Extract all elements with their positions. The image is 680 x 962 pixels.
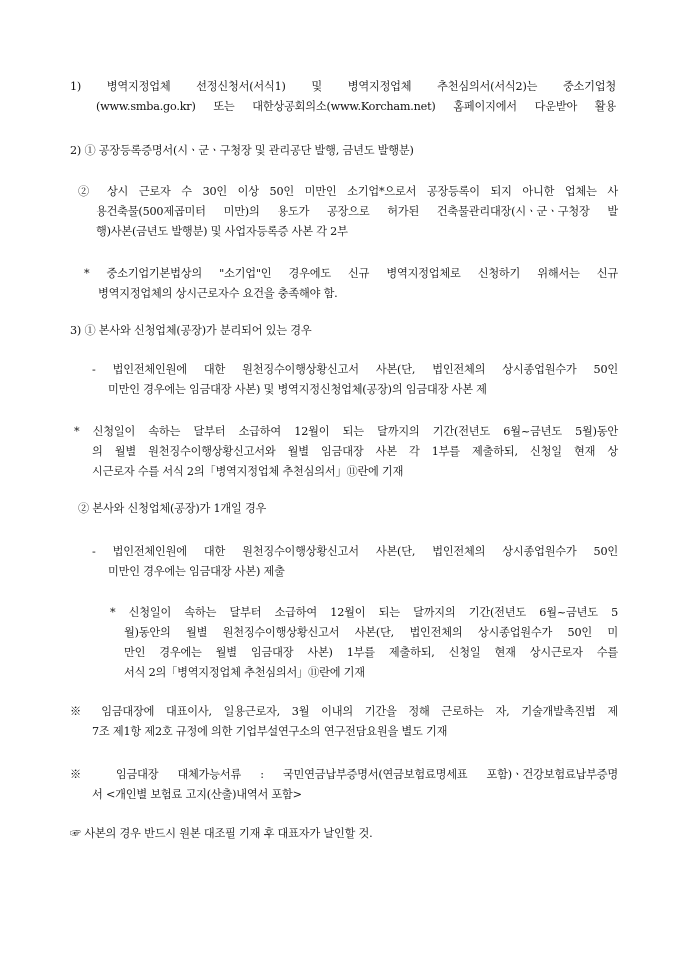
note-1-line-2: (www.smba.go.kr) 또는 대한상공회의소(www.Korcham.net) 홈페이지에서 다운받아 활용 <box>96 100 616 113</box>
note-3e-line-1: * 신청일이 속하는 달부터 소급하여 12월이 되는 달까지의 기간(전년도 6월~금년도 5 <box>110 606 618 619</box>
note-3a-line-2: 미만인 경우에는 임금대장 사본) 및 병역지정신청업체(공장)의 임금대장 사본 제 <box>108 383 487 396</box>
note-2b-line-1: ② 상시 근로자 수 30인 이상 50인 미만인 소기업*으로서 공장등록이 되지 아니한 업체는 사 <box>78 185 618 198</box>
note-3b-line-2: 의 월별 원천징수이행상황신고서와 월별 임금대장 사본 각 1부를 제출하되, 신청일 현재 상 <box>92 445 618 458</box>
note-5-line-1: ※ 임금대장 대체가능서류 : 국민연금납부증명서(연금보험료명세표 포함)ㆍ건강보험료납부증명 <box>70 768 618 781</box>
note-3e-line-4: 서식 2의「병역지정업체 추천심의서」⑪란에 기재 <box>124 666 365 679</box>
note-4-line-2: 7조 제1항 제2호 규정에 의한 기업부설연구소의 연구전담요원을 별도 기재 <box>92 725 448 738</box>
note-6-line-1: ☞ 사본의 경우 반드시 원본 대조필 기재 후 대표자가 날인할 것. <box>70 827 373 840</box>
note-2b-line-2: 용건축물(500제곱미터 미만)의 용도가 공장으로 허가된 건축물관리대장(시ㆍ군ㆍ구청장 발 <box>96 205 618 218</box>
note-3-line-1: 3) ① 본사와 신청업체(공장)가 분리되어 있는 경우 <box>70 324 312 337</box>
note-2c-line-1: * 중소기업기본법상의 "소기업"인 경우에도 신규 병역지정업체로 신청하기 위해서는 신규 <box>84 267 618 280</box>
note-2b-line-3: 행)사본(금년도 발행분) 및 사업자등록증 사본 각 2부 <box>96 225 348 238</box>
note-2-line-1: 2) ① 공장등록증명서(시ㆍ군ㆍ구청장 및 관리공단 발행, 금년도 발행분) <box>70 144 414 157</box>
note-3b-line-3: 시근로자 수를 서식 2의「병역지정업체 추천심의서」⑪란에 기재 <box>92 465 404 478</box>
note-3b-line-1: * 신청일이 속하는 달부터 소급하여 12월이 되는 달까지의 기간(전년도 6월~금년도 5월)동안 <box>74 425 618 438</box>
note-3c-line-1: ② 본사와 신청업체(공장)가 1개일 경우 <box>78 502 267 515</box>
note-3e-line-3: 만인 경우에는 월별 임금대장 사본) 1부를 제출하되, 신청일 현재 상시근로자 수를 <box>124 646 618 659</box>
note-3a-line-1: - 법인전체인원에 대한 원천징수이행상황신고서 사본(단, 법인전체의 상시종업원수가 50인 <box>92 363 618 376</box>
note-4-line-1: ※ 임금대장에 대표이사, 일용근로자, 3월 이내의 기간을 정해 근로하는 자, 기술개발촉진법 제 <box>70 705 618 718</box>
note-5-line-2: 서 <개인별 보험료 고지(산출)내역서 포함> <box>92 788 302 801</box>
note-2c-line-2: 병역지정업체의 상시근로자수 요건을 충족해야 함. <box>98 287 338 300</box>
note-3e-line-2: 월)동안의 월별 원천징수이행상황신고서 사본(단, 법인전체의 상시종업원수가 50인 미 <box>124 626 618 639</box>
note-1-line-1: 1) 병역지정업체 선정신청서(서식1) 및 병역지정업체 추천심의서(서식2)는 중소기업청 <box>70 80 616 93</box>
note-3d-line-1: - 법인전체인원에 대한 원천징수이행상황신고서 사본(단, 법인전체의 상시종업원수가 50인 <box>92 545 618 558</box>
note-3d-line-2: 미만인 경우에는 임금대장 사본) 제출 <box>108 565 285 578</box>
